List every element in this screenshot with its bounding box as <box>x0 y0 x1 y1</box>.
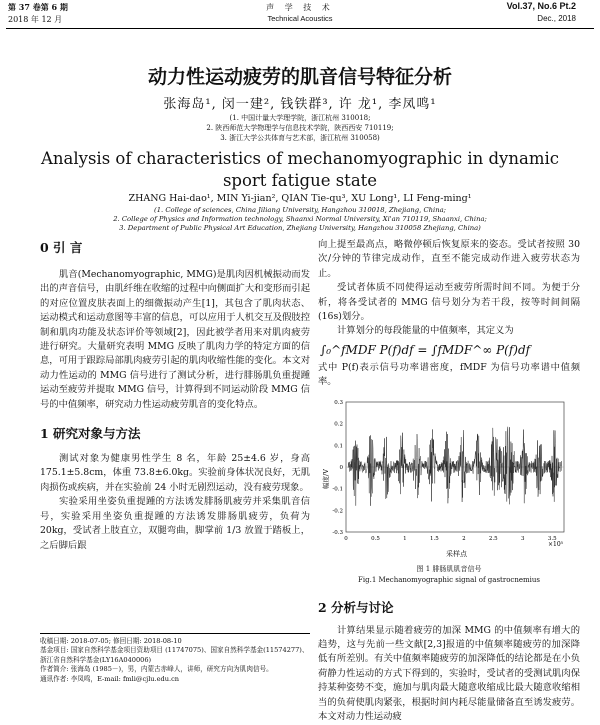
title-en-line-1: Analysis of characteristics of mechanomyographic in dynamic <box>40 149 560 168</box>
figure-caption-en: Fig.1 Mechanomyographic signal of gastrocnemius <box>358 575 540 584</box>
section-method-title: 1 研究对象与方法 <box>40 426 141 442</box>
mmg-waveform <box>348 426 562 505</box>
x-tick-label: 0 <box>344 535 348 542</box>
x-axis-ticks <box>344 536 557 542</box>
y-tick-label: 0 <box>339 464 343 471</box>
affiliation-en-1: (1. College of sciences, China Jiliang University, Hangzhou 310018, Zhejiang, China; <box>154 206 446 214</box>
affiliation-en-2: 2. College of Physics and Information technology, Shaanxi Normal University, Xi'an 710119, Shaanxi, China; <box>113 215 487 223</box>
footnote-funding: 基金项目: 国家自然科学基金项目资助项目 (11747075)、国家自然科学基金(11574277)、浙江省自然科学基金(LY16A040006) <box>40 646 309 664</box>
y-axis-label: 幅度/V <box>322 468 330 489</box>
volume-cn: 第 37 卷第 6 期 <box>8 2 68 12</box>
volume-en: Vol.37, No.6 Pt.2 <box>506 1 576 11</box>
right-paragraph-3: 计算划分的每段能量的中值频率，其定义为 <box>337 325 514 337</box>
y-tick-label: -0.2 <box>332 507 343 514</box>
section-intro-title: 0 引 言 <box>40 240 83 255</box>
y-tick-label: -0.1 <box>332 486 343 493</box>
mmg-signal-plot <box>318 394 580 564</box>
affiliation-cn-1: (1. 中国计量大学理学院，浙江杭州 310018; <box>229 114 371 122</box>
x-tick-label: 2 <box>462 535 466 542</box>
right-column <box>318 238 580 725</box>
y-tick-label: -0.3 <box>332 529 343 536</box>
x-tick-label: 2.5 <box>488 535 498 542</box>
y-tick-label: 0.2 <box>334 421 343 428</box>
footnote-block <box>40 633 310 684</box>
journal-cn: 声 学 技 术 <box>266 3 334 12</box>
analysis-paragraph: 计算结果显示随着疲劳的加深 MMG 的中值频率有增大的趋势，这与先前一些文献[2,3]报道的中值频率随疲劳的加深降低有所差别。有关中值频率随疲劳的加深降低的结论都是在小负荷静力性运动的方式下得到的，实验时，受试者的受测试肌肉保持某种姿势不变，施加与肌肉最大随意收缩成比最大随意收缩相当的负荷使肌肉紧张，根据时间内耗尽能量储备直至诱发疲劳。本文对动力性运动疲 <box>318 624 580 723</box>
method-paragraph-2: 实验采用坐姿负重提踵的方法诱发腓肠肌疲劳并采集肌音信号，实验采用坐姿负重提踵的方法诱发腓肠肌疲劳，负荷为20kg，受试者上肢直立，双腿弯曲，脚掌前 1/3 放置于踏板上，之后脚后跟 <box>40 496 310 551</box>
title-cn: 动力性运动疲劳的肌音信号特征分析 <box>147 66 452 88</box>
date-cn: 2018 年 12 月 <box>8 15 63 24</box>
date-en: Dec., 2018 <box>537 14 576 23</box>
x-tick-label: 3 <box>521 535 525 542</box>
title-en <box>0 148 600 192</box>
left-column <box>40 238 310 553</box>
x-tick-label: 1.5 <box>430 535 439 542</box>
intro-paragraph: 肌音(Mechanomyographic, MMG)是肌肉因机械振动而发出的声音信号，由肌纤维在收缩的过程中向侧面扩大和变形而引起的对应位置皮肤表面上的细微振动产生[1]，其包含了肌肉状态、运动模式和运动意图等丰富的信息，可以应用于人机交互及假肢控制和肌肉功能及状态评价等领域[2]，因此被学者用来对肌肉疲劳进行研究。大量研究表明 MMG 反映了肌肉力学的特定方面的信息，可用于跟踪局部肌肉疲劳引起的肌肉收缩性能的变化。本文对动力性运动的 MMG 信号进行了测试分析，进行腓肠肌负重提踵运动至疲劳并提取 MMG 信号，计算得到不同运动阶段 MMG 信号的中值频率，研究动力性运动疲劳肌音的变化特点。 <box>40 269 310 410</box>
affiliation-en-3: 3. Department of Public Physical Art Education, Zhejiang University, Hangzhou 310058 Zhejiang, China) <box>119 224 481 232</box>
title-en-line-2: sport fatigue state <box>222 171 378 190</box>
y-axis-ticks <box>332 400 343 536</box>
affiliation-cn-3: 3. 浙江大学公共体育与艺术部，浙江杭州 310058) <box>220 134 380 142</box>
right-paragraph-4: 式中 P(f)表示信号功率谱密度，fMDF 为信号功率谱中值频率。 <box>318 361 580 388</box>
affiliation-cn-2: 2. 陕西师范大学物理学与信息技术学院，陕西西安 710119; <box>206 124 394 132</box>
figure-caption-cn: 图 1 腓肠肌肌音信号 <box>416 564 482 573</box>
x-tick-label: 3.5 <box>547 535 557 542</box>
method-paragraph-1: 测试对象为健康男性学生 8 名，年龄 25±4.6 岁，身高 175.1±5.8cm，体重 73.8±6.0kg。实验前身体状况良好，无肌肉损伤或疾病，并在实验前 24 小时无剧烈运动，没有疲劳现象。 <box>40 453 310 493</box>
x-tick-label: 0.5 <box>371 535 380 542</box>
footnote-corresponding: 通讯作者: 李凤鸣，E-mail: fmli@cjlu.edu.cn <box>40 674 180 683</box>
footnote-author: 作者简介: 张海岛 (1985－)，男，内蒙古赤峰人，讲师，研究方向为肌肉信号。 <box>40 665 273 674</box>
right-paragraph-1: 向上提至最高点，略微停顿后恢复原来的姿态。受试者按照 30 次/分钟的节律完成动作，直至不能完成动作进入疲劳状态为止。 <box>318 239 580 279</box>
x-tick-label: 1 <box>403 535 407 542</box>
right-paragraph-2: 受试者体质不同使得运动至疲劳所需时间不同。为便于分析，将各受试者的 MMG 信号划分为若干段，按等时间间隔(16s)划分。 <box>318 282 580 323</box>
authors-cn: 张海岛¹, 闵一建², 钱铁群³, 许 龙¹, 李凤鸣¹ <box>163 97 437 112</box>
header-rule <box>6 28 594 29</box>
figure-1 <box>318 394 580 564</box>
page-header <box>0 0 600 32</box>
journal-en: Technical Acoustics <box>267 14 333 23</box>
section-analysis-title: 2 分析与讨论 <box>318 599 394 615</box>
authors-en: ZHANG Hai-dao¹, MIN Yi-jian², QIAN Tie-qu³, XU Long¹, LI Feng-ming¹ <box>128 193 472 204</box>
x-axis-label: 采样点 <box>446 549 467 558</box>
y-tick-label: 0.1 <box>334 442 343 449</box>
x-axis-exponent: ×10⁵ <box>548 540 564 548</box>
median-frequency-formula: ∫₀^fMDF P(f)df = ∫fMDF^∞ P(f)df <box>320 342 531 357</box>
footnote-received: 收稿日期: 2018-07-05; 修回日期: 2018-08-10 <box>40 637 182 645</box>
y-tick-label: 0.3 <box>334 399 343 406</box>
